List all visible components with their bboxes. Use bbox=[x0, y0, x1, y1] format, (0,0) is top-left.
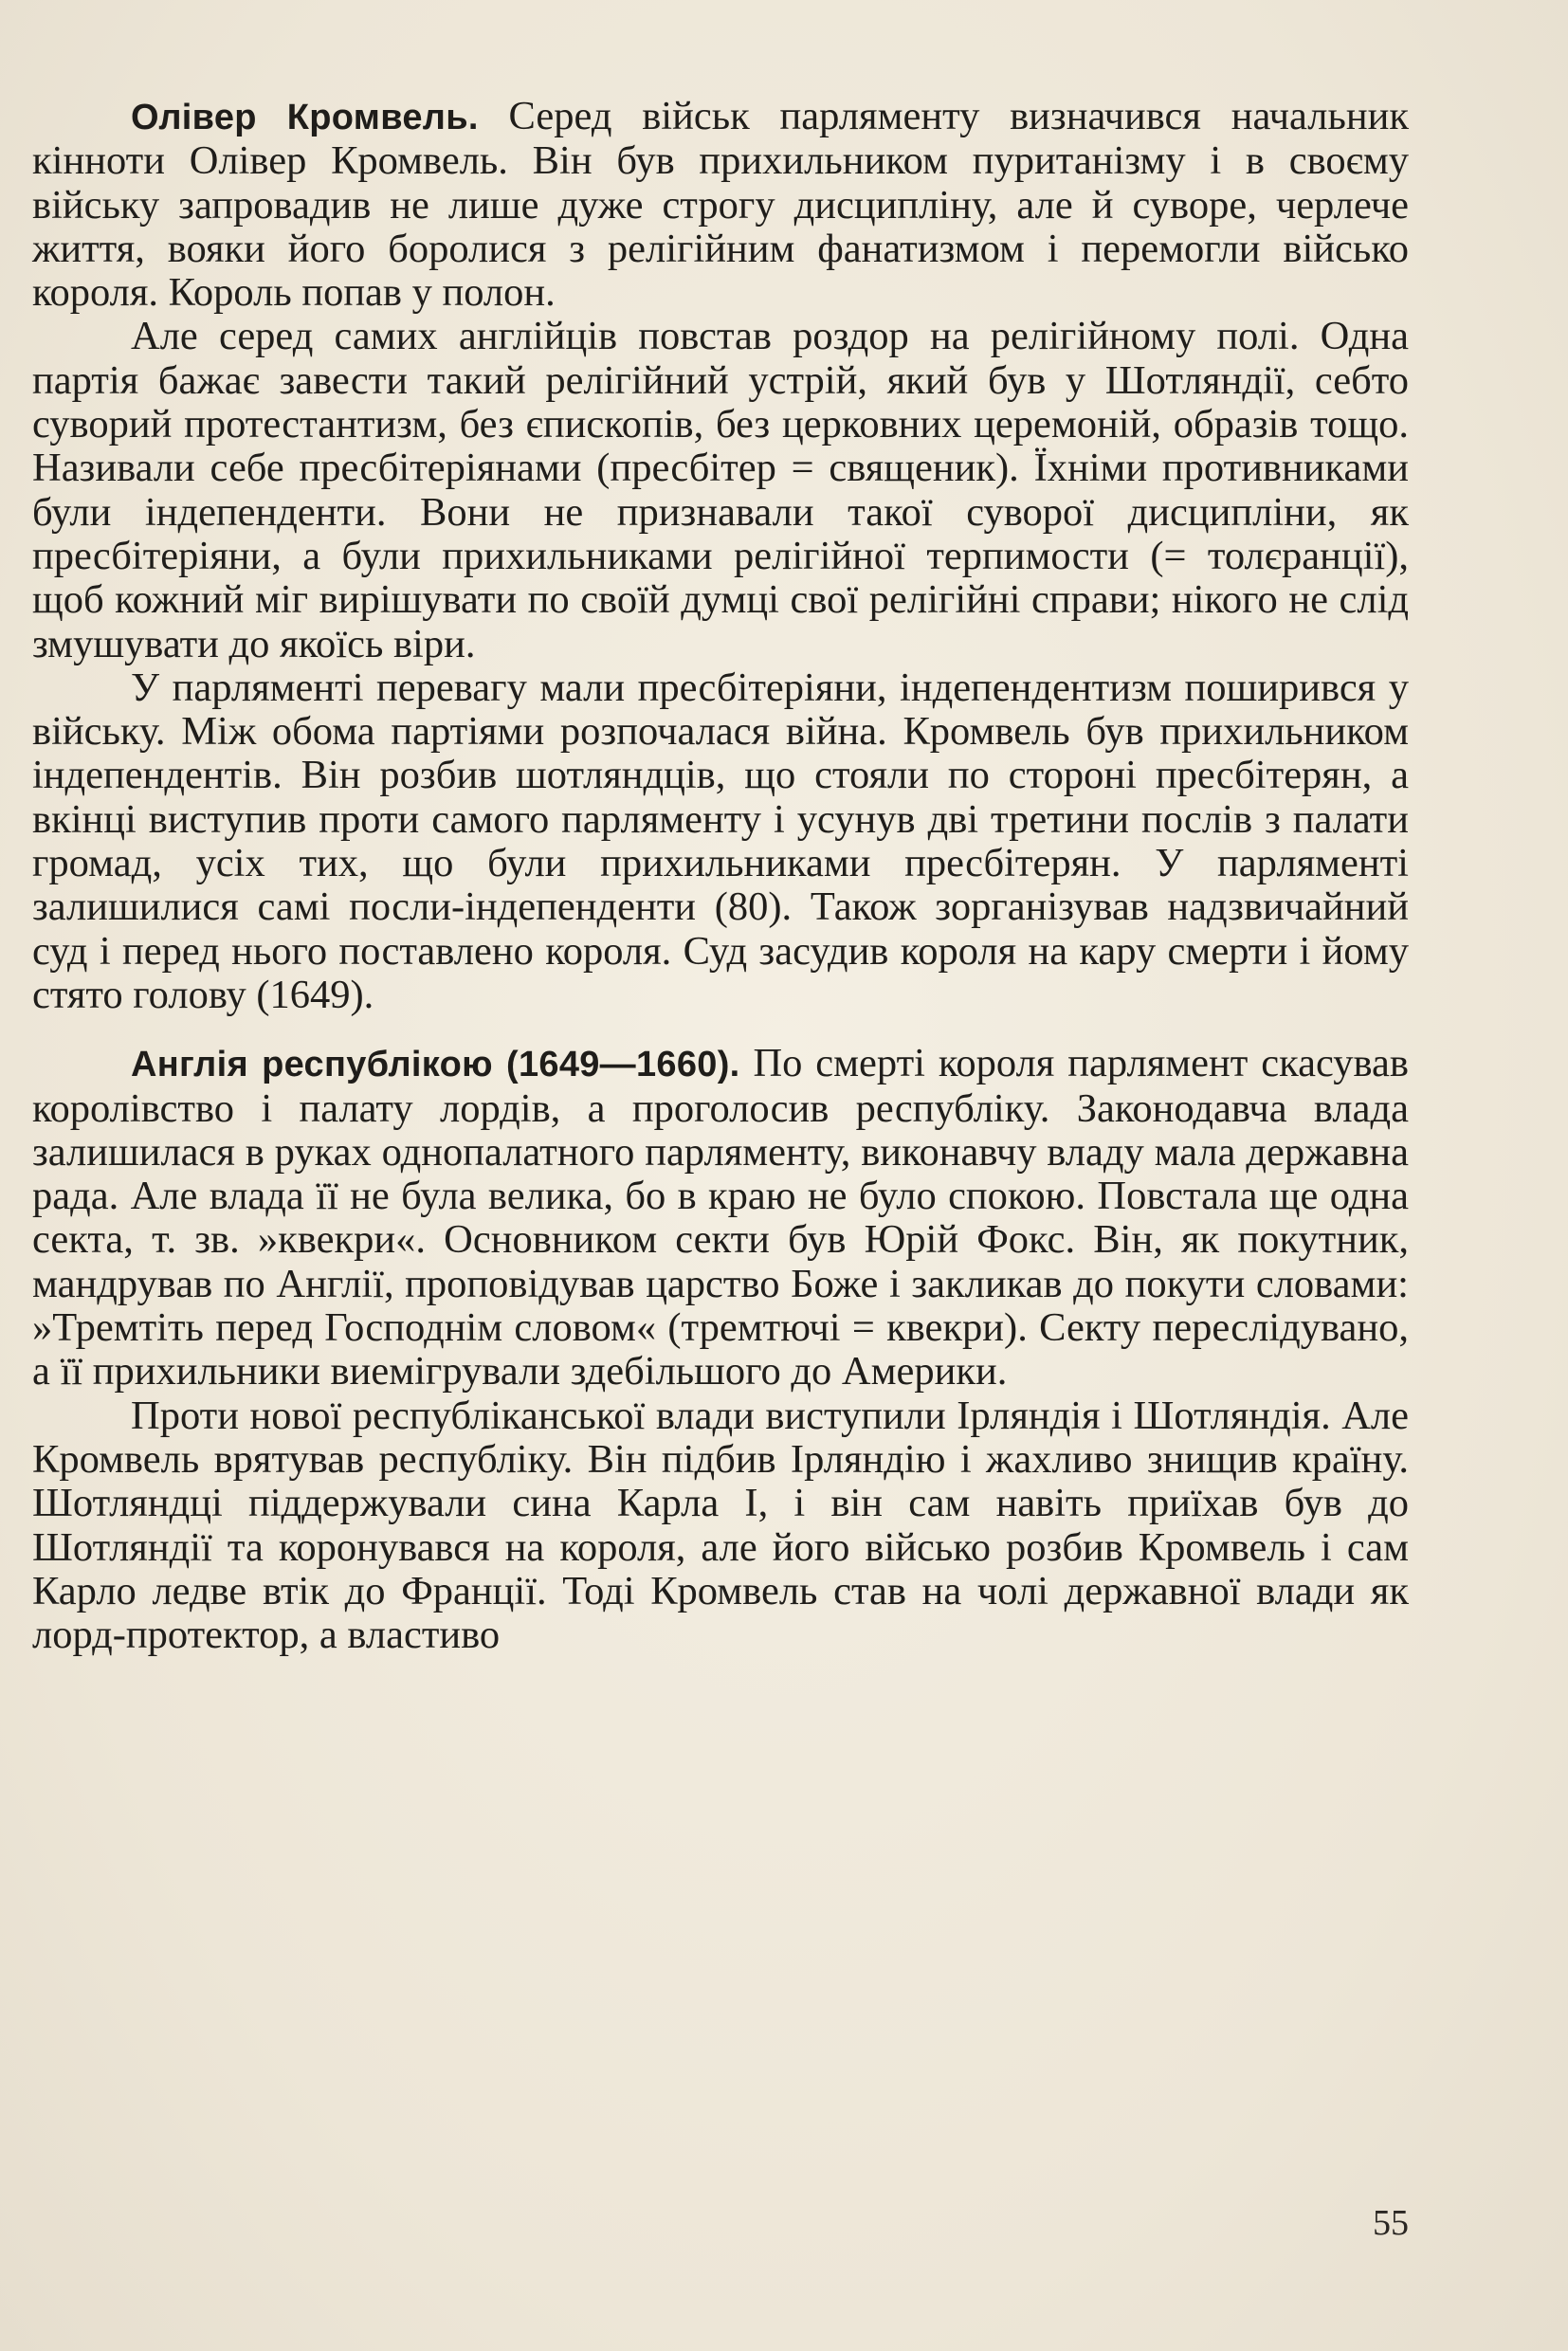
paragraph-text: По смерті короля парлямент скасував королівство і палату лордів, а проголосив республіку. Законодавча влада залишилася в руках однопалатного парляменту, виконавчу владу мала державна рада. Але влада її не була велика, бо в краю не було спокою. Повстала ще одна секта, т. зв. »квекри«. Основником секти був Юрій Фокс. Він, як покутник, мандрував по Англії, проповідував царство Боже і закликав до покути словами: »Тремтіть перед Господнім словом« (тремтючі = квекри). Секту переслідувано, а її прихильники виемігрували здебільшого до Америки. bbox=[32, 1041, 1409, 1394]
section-divider-space bbox=[32, 1017, 1409, 1042]
paragraph-parliament: У парляменті перевагу мали пресбітеріяни, індепендентизм поширився у війську. Між обома партіями розпочалася війна. Кромвель був прихильником індепендентів. Він розбив шотляндців, що стояли по стороні пресбітерян, а вкінці виступив проти самого парляменту і усунув дві третини послів з палати громад, усіх тих, що були прихильниками пресбітерян. У парляменті залишилися самі посли-індепенденти (80). Також зорганізував надзвичайний суд і перед нього поставлено короля. Суд засудив короля на кару смерти і йому стято голову (1649). bbox=[32, 665, 1409, 1017]
section-heading-republic: Англія республікою (1649—1660). bbox=[131, 1045, 740, 1085]
paragraph-ireland-scotland: Проти нової республіканської влади виступили Ірляндія і Шотляндія. Але Кромвель врятував республіку. Він підбив Ірляндію і жахливо знищив країну. Шотляндці піддержували сина Карла I, і він сам навіть приїхав був до Шотляндії та коронувався на короля, але його військо розбив Кромвель і сам Карло ледве втік до Франції. Тоді Кромвель став на чолі державної влади як лорд-протектор, а властиво bbox=[32, 1393, 1409, 1658]
paragraph-religious-dispute: Але серед самих англійців повстав роздор на релігійному полі. Одна партія бажає завести такий релігійний устрій, який був у Шотляндії, себто суворий протестантизм, без єпископів, без церковних церемоній, образів тощо. Називали себе пресбітеріянами (пресбітер = священик). Їхніми противниками були індепенденти. Вони не признавали такої суворої дисципліни, як пресбітеріяни, а були прихильниками релігійної терпимости (= толєранції), щоб кожний міг вирішувати по своїй думці свої релігійні справи; нікого не слід змушувати до якоїсь віри. bbox=[32, 314, 1409, 666]
paragraph-republic bbox=[32, 1042, 1409, 1394]
paragraph-text: Серед військ парляменту визначився начальник кінноти Олівер Кромвель. Він був прихильником пуританізму і в своєму війську запровадив не лише дуже строгу дисципліну, але й суворе, черлече життя, вояки його боролися з релігійним фанатизмом і перемогли військо короля. Король попав у полон. bbox=[32, 94, 1409, 316]
text-column bbox=[32, 95, 1409, 1657]
section-heading-cromwell: Олівер Кромвель. bbox=[131, 98, 479, 137]
paragraph-cromwell bbox=[32, 95, 1409, 315]
page-number: 55 bbox=[1373, 2203, 1409, 2243]
